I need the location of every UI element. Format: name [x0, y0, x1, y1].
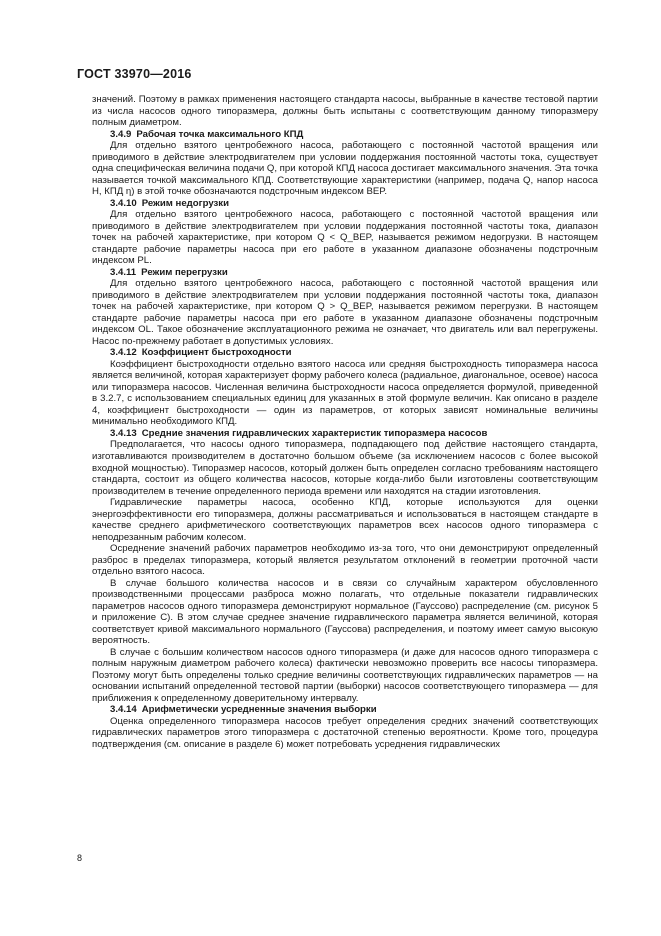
paragraph: Осреднение значений рабочих параметров необходимо из-за того, что они демонстрируют определенный разброс в пределах типоразмера, который является результатом отклонений в геометрии проточной части отдельно взятого насоса.	[92, 543, 598, 578]
section-title: Режим недогрузки	[141, 197, 230, 209]
section-number: 3.4.11	[110, 266, 137, 278]
paragraph: Для отдельно взятого центробежного насоса, работающего с постоянной частотой вращения или приводимого в действие электродвигателем при условии поддержания постоянной частоты тока, существует одна специфическая величина подачи Q, при которой КПД насоса достигает максимального значения. Эта точка называется точкой максимального КПД. Соответствующие характеристики (например, подача Q, напор насоса H, КПД η) в этой точке обозначаются подстрочным индексом BEP.	[92, 140, 598, 198]
section-title: Рабочая точка максимального КПД	[136, 128, 304, 140]
page-number: 8	[77, 853, 83, 863]
paragraph: Оценка определенного типоразмера насосов требует определения средних значений соответствующих гидравлических параметров этого типоразмера с достаточной степенью вероятности. Кроме того, процедура подтверждения (см. описание в разделе 6) может потребовать усреднения гидравлических	[92, 715, 598, 750]
section-number: 3.4.14	[110, 704, 137, 716]
paragraph: Коэффициент быстроходности отдельно взятого насоса или средняя быстроходность типоразмера насоса является величиной, которая характеризует форму рабочего колеса (радиальное, диагональное, осевое) насоса или типоразмера насосов. Численная величина быстроходности насоса определяется формулой, приведенной в 3.2.7, с использованием специальных единиц для указанных в этой формуле величин. Как описано в разделе 4, коэффициент быстроходности — один из параметров, от которых зависят номинальные величины минимально необходимого КПД.	[92, 358, 598, 428]
paragraph: Для отдельно взятого центробежного насоса, работающего с постоянной частотой вращения или приводимого в действие электродвигателем при условии поддержания постоянной частоты тока, диапазон точек на рабочей характеристике, при котором Q < Q_BEP, называется режимом недогрузки. В настоящем стандарте рабочие параметры насоса при его работе в указанном диапазоне обозначены подстрочным индексом PL.	[92, 209, 598, 267]
paragraph: Предполагается, что насосы одного типоразмера, подпадающего под действие настоящего стандарта, изготавливаются производителем в достаточно большом объеме (за исключением насосов с более высокой входной мощностью). Типоразмер насосов, который должен быть определен согласно требованиям настоящего стандарта, состоит из общего количества насосов, которые когда-либо были изготовлены соответствующим производителем в течение определенного периода времени или находятся на стадии изготовления.	[92, 439, 598, 497]
document-header: ГОСТ 33970—2016	[77, 67, 192, 81]
section-3-4-14-heading	[92, 704, 598, 716]
section-title: Коэффициент быстроходности	[141, 347, 292, 359]
paragraph: В случае с большим количеством насосов одного типоразмера (и даже для насосов одного типоразмера с полным наружным диаметром рабочего колеса) фактически невозможно проверить все насосы типоразмера. Поэтому могут быть определены только средние величины соответствующих гидравлических параметров — на основании испытаний определенной тестовой партии (выборки) насосов соответствующего типоразмера — для приближения к определенному доверительному интервалу.	[92, 646, 598, 704]
paragraph: В случае большого количества насосов и в связи со случайным характером обусловленного производственными процессами разброса можно полагать, что отдельные показатели гидравлических параметров насосов одного типоразмера демонстрируют нормальное (Гауссово) распределение (см. рисунок 5 и приложение С). В этом случае среднее значение гидравлического параметра является величиной, которая соответствует кривой максимального нормального (Гауссова) распределения, и поэтому имеет самую высокую вероятность.	[92, 577, 598, 647]
intro-paragraph: значений. Поэтому в рамках применения настоящего стандарта насосы, выбранные в качестве тестовой партии из числа насосов одного типоразмера, должны быть испытаны с соответствующим данному типоразмеру полным диаметром.	[92, 94, 598, 129]
section-3-4-9-heading	[92, 129, 598, 141]
document-body	[92, 94, 598, 750]
section-number: 3.4.12	[110, 347, 137, 359]
section-3-4-11-heading	[92, 267, 598, 279]
section-number: 3.4.10	[110, 197, 137, 209]
section-title: Арифметически усредненные значения выборки	[141, 704, 377, 716]
section-title: Режим перегрузки	[141, 266, 228, 278]
paragraph: Гидравлические параметры насоса, особенно КПД, которые используются для оценки энергоэффективности его типоразмера, должны рассматриваться и использоваться в настоящем стандарте в качестве среднего арифметического соответствующих параметров всех насосов одного типоразмера с неподрезанным рабочим колесом.	[92, 497, 598, 543]
section-3-4-10-heading	[92, 198, 598, 210]
section-number: 3.4.13	[110, 427, 137, 439]
paragraph: Для отдельно взятого центробежного насоса, работающего с постоянной частотой вращения или приводимого в действие электродвигателем при условии поддержания постоянной частоты тока, диапазон точек на рабочей характеристике, при котором Q > Q_BEP, называется режимом перегрузки. В настоящем стандарте рабочие параметры насоса при его работе в указанном диапазоне обозначены подстрочным индексом OL. Такое обозначение эксплуатационного режима не означает, что двигатель или вал перегружены. Насос по-прежнему работает в допустимых условиях.	[92, 278, 598, 347]
section-3-4-12-heading	[92, 347, 598, 359]
section-3-4-13-heading	[92, 428, 598, 440]
section-title: Средние значения гидравлических характеристик типоразмера насосов	[141, 427, 488, 439]
section-number: 3.4.9	[110, 128, 132, 140]
